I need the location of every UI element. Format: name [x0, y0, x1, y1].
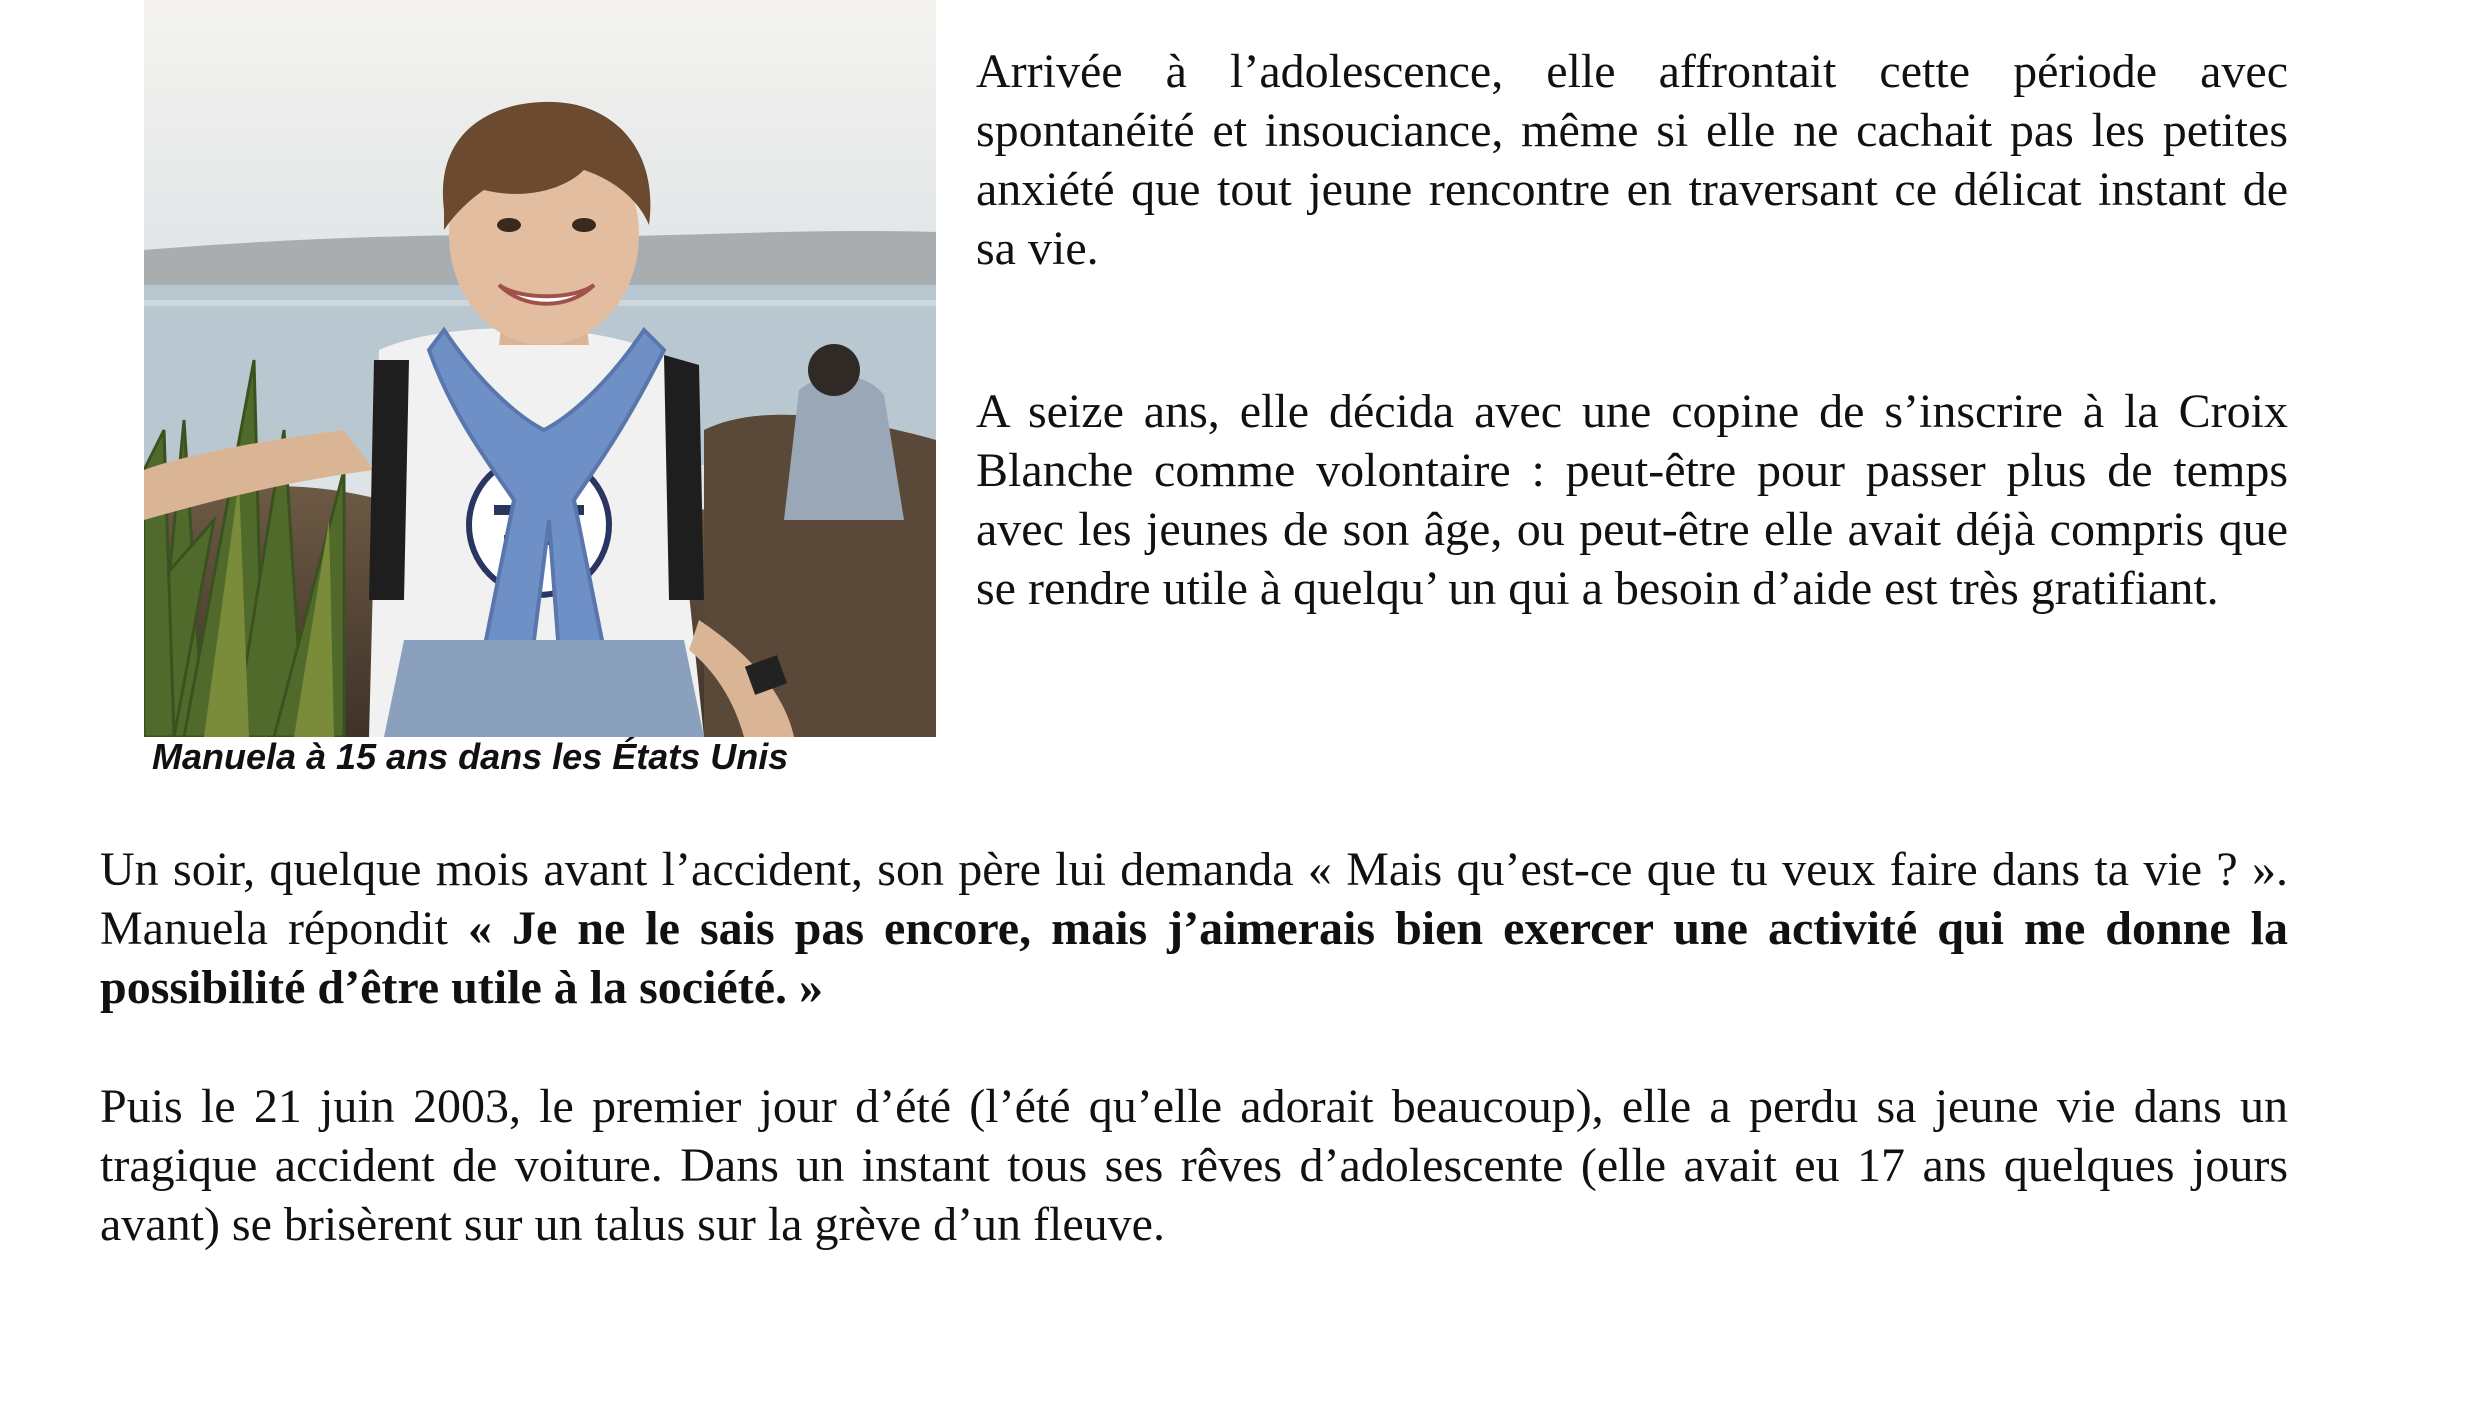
manuela-quote: « Je ne le sais pas encore, mais j’aimerais bien exercer une activité qui me donne la possibilité d’être utile à la société. » [100, 902, 2289, 1014]
paragraph-adolescence: Arrivée à l’adolescence, elle affrontait cette période avec spontanéité et insouciance, même si elle ne cachait pas les petites anxiété que tout jeune rencontre en traversant ce délicat instant de sa vie. [976, 45, 2288, 275]
paragraph-accident: Puis le 21 juin 2003, le premier jour d’été (l’été qu’elle adorait beaucoup), elle a perdu sa jeune vie dans un tragique accident de voiture. Dans un instant tous ses rêves d’adolescente (elle avait eu 17 ans quelques jours avant) se brisèrent sur un talus sur la grève d’un fleuve. [100, 1080, 2288, 1251]
portrait-photo-illustration [144, 0, 936, 737]
paragraph-father-question [100, 840, 2288, 1017]
father-question-text: Un soir, quelque mois avant l’accident, son père lui demanda « Mais qu’est-ce que tu veux faire dans ta vie ? ». Manuela répondit [100, 843, 2288, 955]
portrait-photo [144, 0, 936, 737]
paragraph-croix-blanche: A seize ans, elle décida avec une copine de s’inscrire à la Croix Blanche comme volontaire : peut-être pour passer plus de temps avec les jeunes de son âge, ou peut-être elle avait déjà compris que se rendre utile à quelqu’ un qui a besoin d’aide est très gratifiant. [976, 385, 2288, 615]
photo-caption: Manuela à 15 ans dans les États Unis [152, 736, 789, 777]
